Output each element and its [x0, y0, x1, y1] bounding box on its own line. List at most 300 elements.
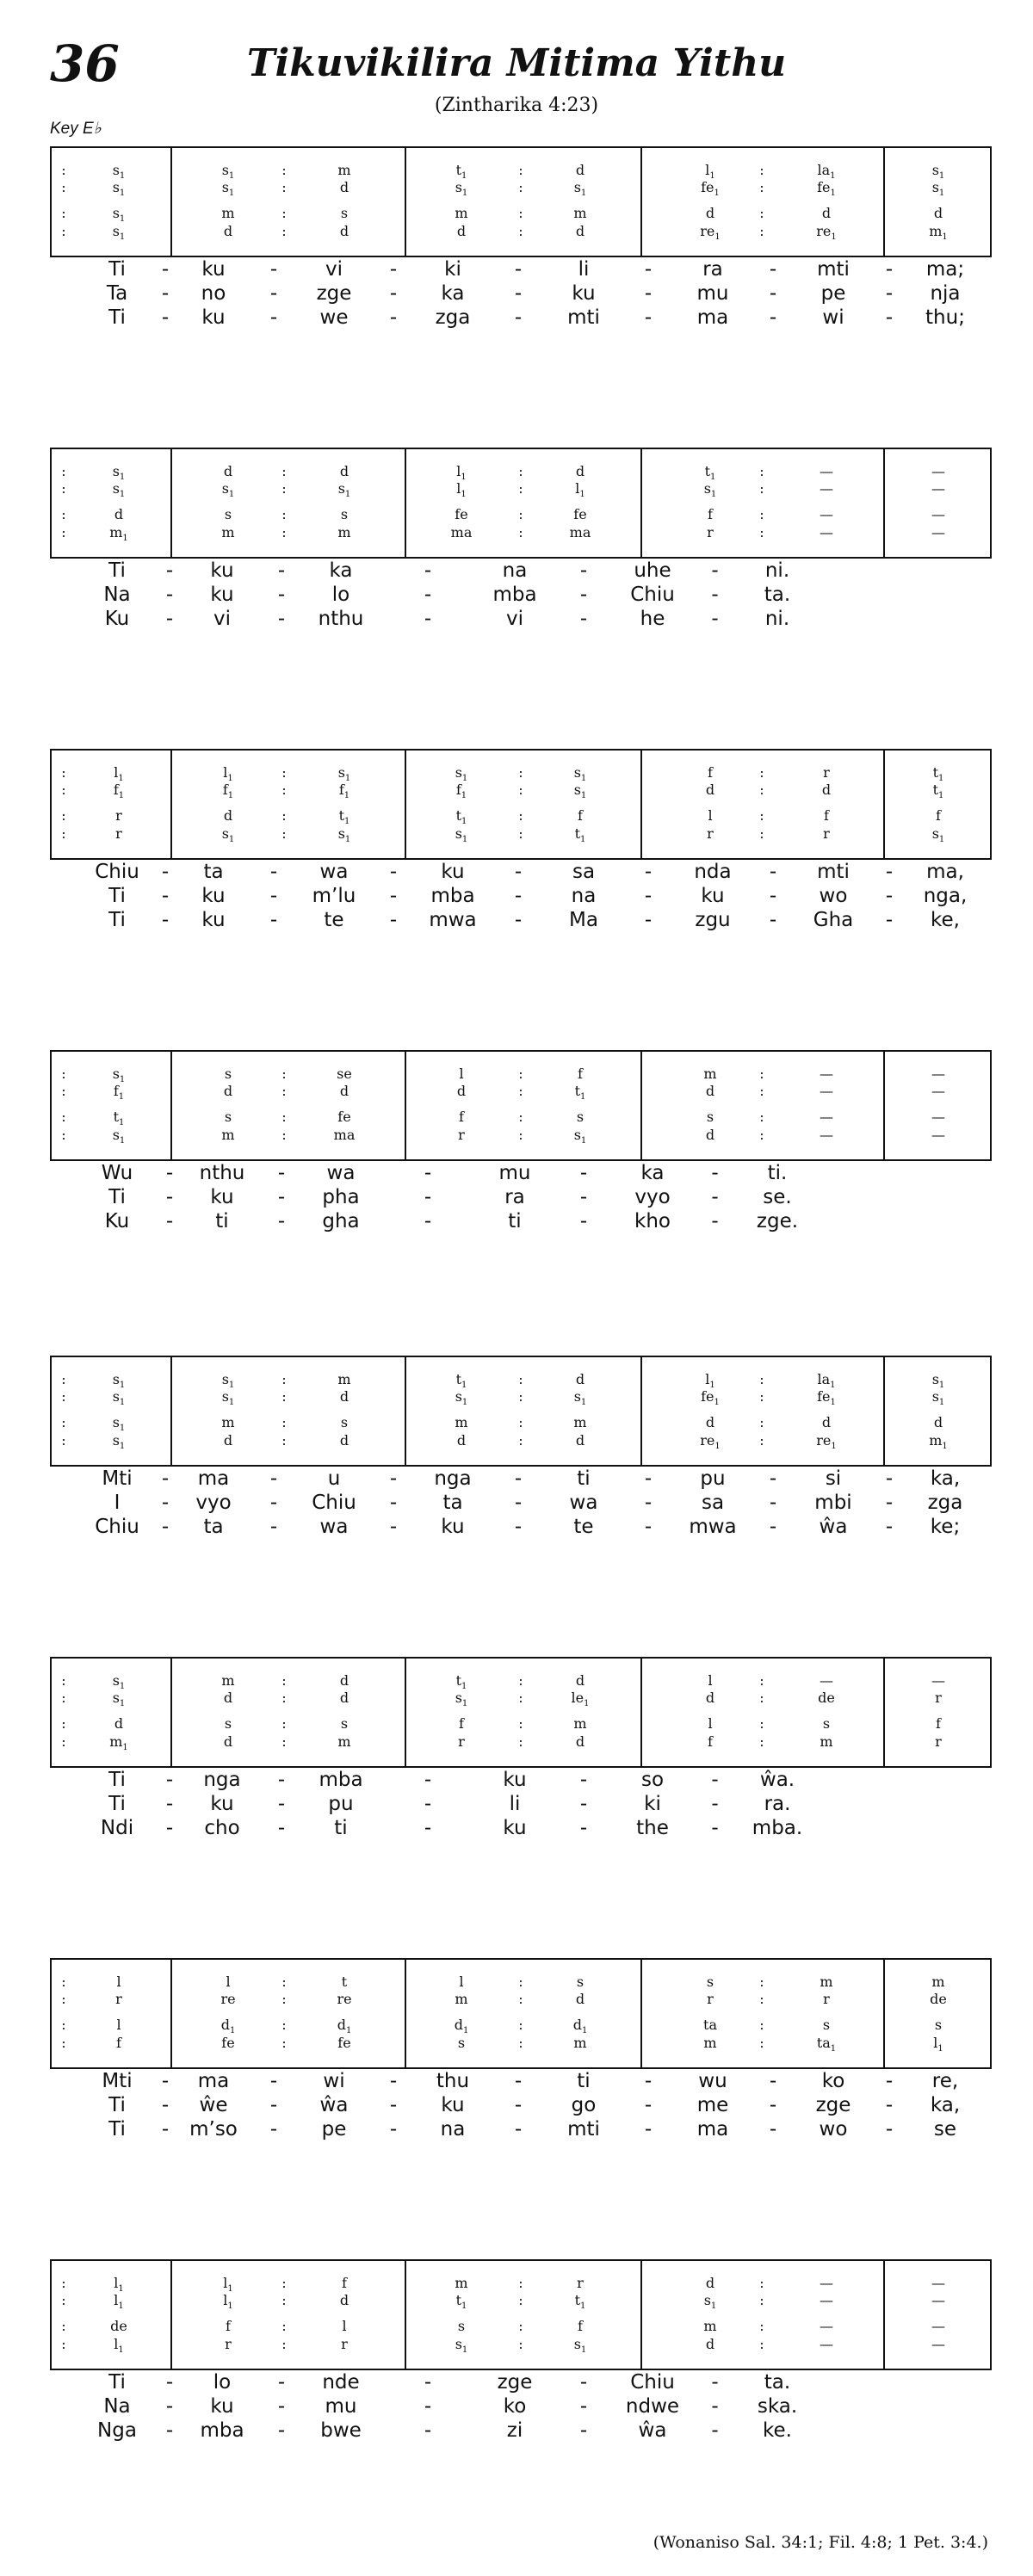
lyric-syllable: ti: [577, 2070, 591, 2092]
solfa-note: d: [339, 179, 349, 195]
hyphen: -: [644, 2070, 653, 2092]
solfa-note: d: [575, 463, 585, 479]
solfa-note: m: [573, 1715, 587, 1732]
beat-colon: :: [759, 2275, 764, 2291]
solfa-note: $l_1$: [705, 162, 715, 182]
lyric-syllable: Mti: [102, 2070, 133, 2092]
beat-colon: :: [518, 1432, 523, 1449]
barline: [405, 2261, 406, 2369]
solfa-note: $s_1$: [573, 1388, 587, 1408]
solfa-note: s: [457, 2035, 466, 2051]
solfa-note: $s_1$: [455, 825, 468, 845]
lyric-line: [50, 584, 992, 608]
beat-colon: :: [281, 764, 287, 781]
solfa-note: s: [340, 1414, 349, 1430]
solfa-note: $l_1$: [114, 2275, 124, 2295]
lyric-syllable: re,: [931, 2070, 959, 2092]
solfa-note: d: [223, 1733, 233, 1750]
solfa-note: d: [705, 2336, 715, 2352]
solfa-note: m: [337, 1733, 351, 1750]
solfa-note: ta: [703, 2017, 717, 2033]
hyphen: -: [514, 2118, 523, 2140]
solfa-note: d: [575, 223, 585, 239]
lyric-syllable: ku: [210, 559, 234, 582]
solfa-note: —: [820, 1672, 833, 1689]
lyric-syllable: Chiu: [312, 1492, 356, 1514]
lyric-syllable: zge: [815, 2094, 851, 2116]
lyric-syllable: mti: [567, 2118, 600, 2140]
lyric-syllable: na: [440, 2118, 466, 2140]
hyphen: -: [711, 2419, 719, 2442]
beat-colon: :: [61, 1127, 66, 1143]
solfa-note: d: [575, 162, 585, 178]
beat-colon: :: [759, 1388, 764, 1405]
lyric-syllable: m’lu: [312, 885, 356, 907]
hyphen: -: [269, 885, 278, 907]
lyric-syllable: ŵe: [199, 2094, 228, 2116]
lyric-syllable: ti: [334, 1817, 348, 1839]
lyric-syllable: wa: [569, 1492, 598, 1514]
beat-colon: :: [281, 2035, 287, 2051]
beat-colon: :: [759, 1991, 764, 2007]
solfa-note: m: [573, 2035, 587, 2051]
beat-colon: :: [61, 179, 66, 195]
lyric-syllable: ŵa: [319, 2094, 349, 2116]
lyric-syllable: wa: [319, 1516, 349, 1538]
solfa-note: $la_1$: [817, 1371, 836, 1391]
lyric-line: [50, 1162, 992, 1186]
lyric-syllable: mu: [696, 282, 729, 305]
solfa-note: $s_1$: [455, 2336, 468, 2356]
lyric-syllable: mba.: [752, 1817, 803, 1839]
hyphen: -: [424, 1817, 432, 1839]
solfa-note: r: [115, 807, 122, 824]
barline: [883, 2261, 885, 2369]
solfa-note: m: [221, 524, 235, 541]
lyric-syllable: na: [502, 559, 528, 582]
hyphen: -: [269, 258, 278, 281]
solfa-note: d: [456, 1432, 467, 1449]
solfa-note: $l_1$: [114, 764, 124, 784]
hymn-title: Tikuvikilira Mitima Yithu: [246, 41, 787, 85]
solfa-note: re: [220, 1991, 236, 2007]
barline: [883, 1960, 885, 2067]
solfa-note: $l_1$: [933, 2035, 943, 2054]
lyric-syllable: he: [640, 608, 665, 630]
solfa-note: $s_1$: [221, 162, 235, 182]
hyphen: -: [769, 1516, 777, 1538]
solfa-note: d: [575, 1733, 585, 1750]
solfa-note: f: [578, 1066, 583, 1082]
hyphen: -: [769, 1492, 777, 1514]
solfa-note: —: [820, 506, 833, 522]
solfa-note: $t_1$: [932, 764, 944, 784]
solfa-note: f: [936, 807, 941, 824]
hyphen: -: [579, 1162, 588, 1184]
solfa-note: de: [818, 1690, 835, 1706]
beat-colon: :: [281, 1715, 287, 1732]
solfa-note: s: [224, 1109, 232, 1125]
solfa-note: —: [931, 463, 945, 479]
solfa-note: $s_1$: [221, 480, 235, 500]
hyphen: -: [514, 1516, 523, 1538]
solfa-note: —: [820, 1066, 833, 1082]
solfa-note: $l_1$: [456, 463, 467, 483]
lyric-syllable: ma,: [926, 861, 964, 883]
beat-colon: :: [518, 223, 523, 239]
lyric-syllable: ŵa.: [759, 1769, 795, 1791]
beat-colon: :: [281, 807, 287, 824]
music-system: [50, 749, 992, 955]
solfa-note: —: [820, 1083, 833, 1099]
solfa-note: $f_1$: [222, 781, 234, 801]
solfa-note: $s_1$: [112, 162, 126, 182]
lyric-syllable: nthu: [318, 608, 364, 630]
hyphen: -: [514, 909, 523, 931]
lyric-syllable: ku: [210, 584, 234, 606]
staff-box: [50, 2259, 992, 2370]
solfa-note: s: [706, 1974, 714, 1990]
hyphen: -: [161, 861, 170, 883]
lyric-syllable: ni.: [764, 559, 790, 582]
solfa-note: d: [339, 1432, 349, 1449]
lyric-line: [50, 2419, 992, 2443]
hyphen: -: [579, 608, 588, 630]
solfa-note: $t_1$: [338, 807, 350, 827]
hyphen: -: [579, 1186, 588, 1208]
lyric-syllable: ra: [504, 1186, 525, 1208]
hyphen: -: [389, 2070, 398, 2092]
beat-colon: :: [61, 2292, 66, 2308]
solfa-note: r: [115, 825, 122, 842]
solfa-note: l: [226, 1974, 231, 1990]
hyphen: -: [269, 1492, 278, 1514]
solfa-note: $m_1$: [929, 1432, 948, 1452]
beat-colon: :: [518, 1127, 523, 1143]
solfa-note: $le_1$: [571, 1690, 590, 1709]
lyric-syllable: Ti: [108, 1769, 126, 1791]
solfa-note: d: [705, 1083, 715, 1099]
solfa-note: f: [116, 2035, 121, 2051]
hyphen: -: [424, 559, 432, 582]
beat-colon: :: [518, 2275, 523, 2291]
lyric-syllable: mba: [319, 1769, 363, 1791]
solfa-note: $s_1$: [221, 179, 235, 199]
solfa-note: $s_1$: [112, 1432, 126, 1452]
beat-colon: :: [518, 764, 523, 781]
lyric-syllable: pu: [700, 1467, 726, 1490]
lyric-line: [50, 1793, 992, 1817]
lyric-syllable: wa: [326, 1162, 356, 1184]
hyphen: -: [389, 2118, 398, 2140]
lyric-syllable: ka,: [930, 2094, 961, 2116]
solfa-note: s: [822, 2017, 831, 2033]
lyric-syllable: Chiu: [95, 861, 139, 883]
hyphen: -: [769, 2118, 777, 2140]
lyric-syllable: thu;: [925, 306, 965, 329]
music-system: [50, 448, 992, 654]
solfa-note: m: [337, 524, 351, 541]
beat-colon: :: [61, 480, 66, 497]
beat-colon: :: [759, 524, 764, 541]
hyphen: -: [514, 2070, 523, 2092]
hyphen: -: [165, 1817, 174, 1839]
beat-colon: :: [759, 179, 764, 195]
solfa-note: m: [455, 205, 468, 221]
lyric-syllable: ta: [203, 1516, 224, 1538]
lyric-syllable: wi: [822, 306, 844, 329]
solfa-note: $la_1$: [817, 162, 836, 182]
lyric-syllable: zi: [506, 2419, 523, 2442]
hyphen: -: [389, 258, 398, 281]
hyphen: -: [644, 885, 653, 907]
hyphen: -: [389, 282, 398, 305]
solfa-note: d: [575, 1672, 585, 1689]
solfa-note: —: [820, 2292, 833, 2308]
hyphen: -: [885, 909, 894, 931]
solfa-note: —: [931, 1672, 945, 1689]
solfa-note: fe: [337, 2035, 351, 2051]
solfa-note: s: [706, 1109, 714, 1125]
solfa-note: $s_1$: [337, 764, 351, 784]
hyphen: -: [161, 909, 170, 931]
solfa-note: d: [114, 506, 124, 522]
solfa-note: $f_1$: [455, 781, 467, 801]
solfa-note: l: [116, 2017, 121, 2033]
hyphen: -: [579, 1210, 588, 1232]
hyphen: -: [389, 306, 398, 329]
solfa-note: l: [708, 1715, 713, 1732]
beat-colon: :: [759, 506, 764, 522]
staff-box: [50, 448, 992, 559]
beat-colon: :: [518, 179, 523, 195]
barline: [170, 2261, 172, 2369]
beat-colon: :: [61, 463, 66, 479]
solfa-note: d: [456, 223, 467, 239]
solfa-note: d: [705, 205, 715, 221]
hyphen: -: [579, 559, 588, 582]
solfa-note: —: [931, 1066, 945, 1082]
hyphen: -: [269, 282, 278, 305]
lyric-syllable: Ta: [106, 282, 128, 305]
solfa-note: m: [820, 1733, 833, 1750]
barline: [640, 148, 642, 256]
solfa-note: fe: [221, 2035, 235, 2051]
lyric-syllable: mti: [817, 861, 850, 883]
beat-colon: :: [518, 506, 523, 522]
beat-colon: :: [281, 2336, 287, 2352]
solfa-note: m: [703, 2318, 717, 2334]
hyphen: -: [579, 584, 588, 606]
solfa-note: r: [707, 524, 714, 541]
solfa-note: $re_1$: [816, 223, 837, 243]
beat-colon: :: [518, 781, 523, 798]
hyphen: -: [161, 1492, 170, 1514]
barline: [883, 148, 885, 256]
lyric-syllable: uhe: [634, 559, 671, 582]
lyric-syllable: ko: [503, 2395, 527, 2418]
beat-colon: :: [759, 1109, 764, 1125]
lyric-line: [50, 1492, 992, 1516]
solfa-note: m: [221, 1127, 235, 1143]
beat-colon: :: [759, 2292, 764, 2308]
barline: [883, 1357, 885, 1465]
lyric-syllable: ku: [441, 2094, 465, 2116]
solfa-note: f: [708, 506, 713, 522]
barline: [883, 751, 885, 858]
lyric-line: [50, 861, 992, 885]
lyric-syllable: te: [573, 1516, 594, 1538]
staff-box: [50, 1657, 992, 1768]
lyric-syllable: sa: [701, 1492, 725, 1514]
beat-colon: :: [281, 2318, 287, 2334]
solfa-note: $s_1$: [573, 764, 587, 784]
solfa-note: d: [339, 223, 349, 239]
hyphen: -: [277, 559, 286, 582]
barline: [170, 1357, 172, 1465]
solfa-note: l: [459, 1066, 464, 1082]
beat-colon: :: [759, 1127, 764, 1143]
lyric-syllable: ku: [572, 282, 596, 305]
beat-colon: :: [61, 2035, 66, 2051]
solfa-note: $s_1$: [573, 781, 587, 801]
hyphen: -: [161, 885, 170, 907]
beat-colon: :: [281, 1690, 287, 1706]
solfa-note: d: [339, 1083, 349, 1099]
hyphen: -: [269, 909, 278, 931]
hyphen: -: [644, 2118, 653, 2140]
barline: [883, 1659, 885, 1766]
hyphen: -: [424, 1162, 432, 1184]
hyphen: -: [424, 608, 432, 630]
music-system: [50, 1050, 992, 1257]
staff-box: [50, 1356, 992, 1467]
solfa-note: de: [110, 2318, 127, 2334]
lyric-syllable: vyo: [634, 1186, 671, 1208]
solfa-note: d: [223, 1432, 233, 1449]
solfa-note: $s_1$: [931, 1388, 945, 1408]
key-signature: Key E♭: [50, 120, 102, 138]
beat-colon: :: [281, 1127, 287, 1143]
solfa-note: r: [225, 2336, 232, 2352]
hyphen: -: [165, 1162, 174, 1184]
beat-colon: :: [61, 807, 66, 824]
solfa-note: $s_1$: [112, 463, 126, 483]
beat-colon: :: [759, 1414, 764, 1430]
solfa-note: d: [705, 1127, 715, 1143]
hyphen: -: [644, 1492, 653, 1514]
lyric-syllable: nga: [434, 1467, 472, 1490]
hyphen: -: [769, 885, 777, 907]
lyric-syllable: ku: [210, 1186, 234, 1208]
solfa-note: m: [703, 2035, 717, 2051]
barline: [405, 1960, 406, 2067]
staff-box: [50, 1050, 992, 1161]
beat-colon: :: [759, 162, 764, 178]
lyric-syllable: li: [578, 258, 590, 281]
barline: [640, 2261, 642, 2369]
hyphen: -: [885, 282, 894, 305]
beat-colon: :: [281, 2017, 287, 2033]
beat-colon: :: [759, 2017, 764, 2033]
solfa-note: $s_1$: [221, 1388, 235, 1408]
solfa-note: —: [931, 524, 945, 541]
hyphen: -: [269, 2118, 278, 2140]
hyphen: -: [277, 2395, 286, 2418]
solfa-note: d: [705, 1690, 715, 1706]
solfa-note: d: [575, 1371, 585, 1387]
solfa-note: d: [339, 1690, 349, 1706]
beat-colon: :: [759, 205, 764, 221]
music-system: [50, 1657, 992, 1863]
lyric-syllable: Na: [103, 2395, 131, 2418]
lyric-syllable: ke;: [930, 1516, 961, 1538]
solfa-note: $s_1$: [455, 179, 468, 199]
beat-colon: :: [281, 2292, 287, 2308]
solfa-note: l: [459, 1974, 464, 1990]
solfa-note: r: [935, 1690, 942, 1706]
lyric-syllable: ki: [444, 258, 461, 281]
lyric-syllable: ta: [203, 861, 224, 883]
hyphen: -: [389, 1492, 398, 1514]
beat-colon: :: [759, 764, 764, 781]
lyric-syllable: na: [571, 885, 597, 907]
lyric-syllable: nga,: [923, 885, 968, 907]
solfa-note: t: [341, 1974, 348, 1990]
beat-colon: :: [61, 1991, 66, 2007]
staff-box: [50, 749, 992, 860]
beat-colon: :: [518, 463, 523, 479]
hyphen: -: [711, 1793, 719, 1815]
barline: [640, 1052, 642, 1159]
lyric-syllable: wi: [323, 2070, 345, 2092]
hyphen: -: [644, 1467, 653, 1490]
music-system: [50, 146, 992, 353]
solfa-note: m: [455, 2275, 468, 2291]
lyric-syllable: ku: [441, 1516, 465, 1538]
beat-colon: :: [518, 1974, 523, 1990]
lyric-syllable: se: [933, 2118, 957, 2140]
lyric-syllable: zga: [927, 1492, 963, 1514]
hyphen: -: [711, 1210, 719, 1232]
hyphen: -: [424, 1186, 432, 1208]
lyric-line: [50, 608, 992, 632]
hyphen: -: [277, 1186, 286, 1208]
hyphen: -: [514, 1467, 523, 1490]
solfa-note: m: [337, 1371, 351, 1387]
hyphen: -: [885, 1516, 894, 1538]
hyphen: -: [579, 1793, 588, 1815]
solfa-note: $s_1$: [112, 1414, 126, 1434]
lyric-syllable: mu: [325, 2395, 357, 2418]
solfa-note: de: [930, 1991, 947, 2007]
solfa-note: m: [931, 1974, 945, 1990]
lyric-syllable: Gha: [813, 909, 854, 931]
lyric-syllable: ra.: [764, 1793, 791, 1815]
solfa-note: $l_1$: [223, 764, 233, 784]
lyric-line: [50, 559, 992, 584]
lyric-syllable: mti: [817, 258, 850, 281]
beat-colon: :: [281, 223, 287, 239]
solfa-note: s: [340, 1715, 349, 1732]
lyric-line: [50, 2094, 992, 2118]
lyric-syllable: Chiu: [630, 2371, 675, 2394]
lyric-line: [50, 306, 992, 330]
beat-colon: :: [518, 1690, 523, 1706]
beat-colon: :: [281, 1432, 287, 1449]
solfa-note: d: [223, 223, 233, 239]
hyphen: -: [424, 1793, 432, 1815]
